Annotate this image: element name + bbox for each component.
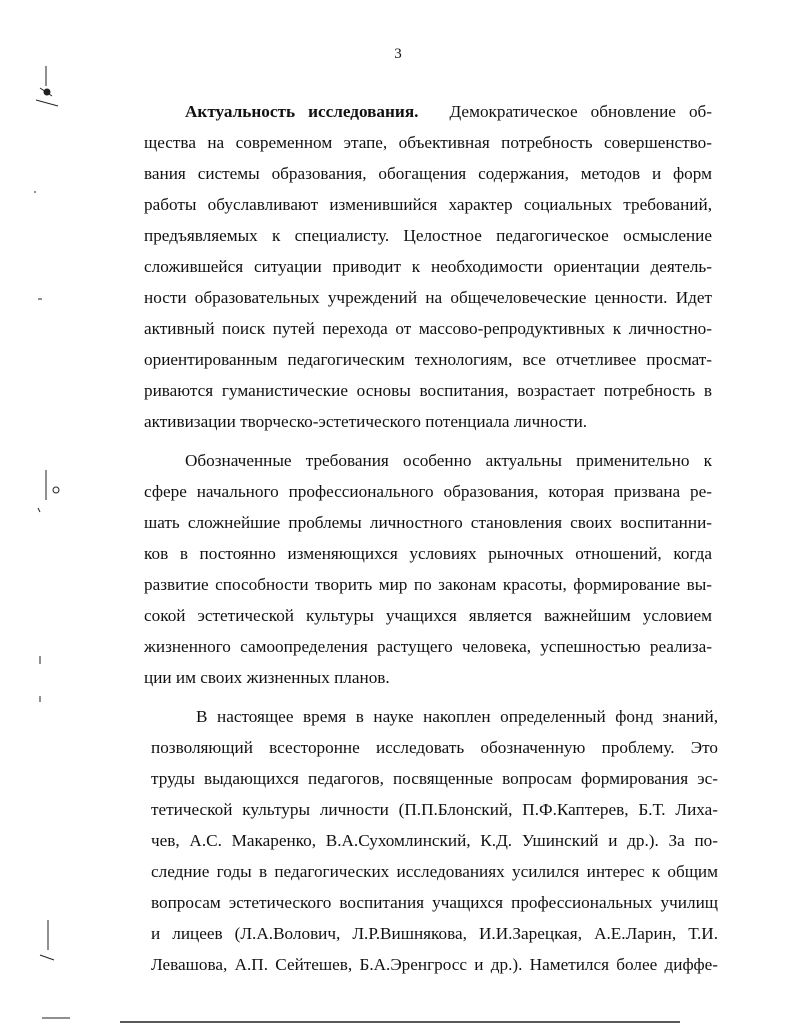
text-line: Обозначенные требования особенно актуальны применительно к	[185, 451, 712, 470]
text-line: ориентированным педагогическим технологиям, все отчетливее просмат-	[144, 350, 712, 369]
text-line: ности образовательных учреждений на общечеловеческие ценности. Идет	[144, 288, 712, 307]
text-line: и лицеев (Л.А.Волович, Л.Р.Вишнякова, И.И.Зарецкая, А.Е.Ларин, Т.И.	[151, 924, 718, 943]
text-line: труды выдающихся педагогов, посвященные вопросам формирования эс-	[151, 769, 718, 788]
text-line: сложившейся ситуации приводит к необходимости ориентации деятель-	[144, 257, 712, 276]
text-line: чев, А.С. Макаренко, В.А.Сухомлинский, К.Д. Ушинский и др.). За по-	[151, 831, 718, 850]
text-line: вания системы образования, обогащения содержания, методов и форм	[144, 164, 712, 183]
text-line: сокой эстетической культуры учащихся является важнейшим условием	[144, 606, 712, 625]
text-line: развитие способности творить мир по законам красоты, формирование вы-	[144, 575, 712, 594]
text-line: работы обуславливают изменившийся характер социальных требований,	[144, 195, 712, 214]
section-heading: Актуальность исследования.	[185, 102, 419, 121]
text-line: предъявляемых к специалисту. Целостное педагогическое осмысление	[144, 226, 712, 245]
text-line: активизации творческо-эстетического потенциала личности.	[144, 412, 588, 431]
text-line: следние годы в педагогических исследованиях усилился интерес к общим	[151, 862, 718, 881]
page-number: 3	[394, 46, 402, 62]
text-line: риваются гуманистические основы воспитания, возрастает потребность в	[144, 381, 712, 400]
scan-mark	[53, 487, 59, 493]
scan-mark	[38, 508, 40, 512]
scan-mark	[40, 955, 54, 960]
text-line: шать сложнейшие проблемы личностного становления своих воспитанни-	[144, 513, 712, 532]
text-line: В настоящее время в науке накоплен определенный фонд знаний,	[196, 707, 718, 726]
text-line: Левашова, А.П. Сейтешев, Б.А.Эренгросс и др.). Наметился более диффе-	[151, 955, 718, 974]
text-line: ции им своих жизненных планов.	[144, 668, 390, 687]
text-line: позволяющий всесторонне исследовать обозначенную проблему. Это	[151, 738, 718, 757]
text-line: тетической культуры личности (П.П.Блонский, П.Ф.Каптерев, Б.Т. Лиха-	[151, 800, 718, 819]
text-line: жизненного самоопределения растущего человека, успешностью реализа-	[144, 637, 712, 656]
text-line: сфере начального профессионального образования, которая призвана ре-	[144, 482, 712, 501]
scan-mark	[36, 100, 58, 106]
text-line: вопросам эстетического воспитания учащихся профессиональных училищ	[151, 893, 718, 912]
text-line: активный поиск путей перехода от массово-репродуктивных к личностно-	[144, 319, 712, 338]
paragraph-1-line-1: Актуальность исследования. Демократическое обновление об-	[185, 102, 713, 121]
text-line: щества на современном этапе, объективная потребность совершенство-	[144, 133, 712, 152]
scan-mark	[44, 89, 50, 95]
text-line: ков в постоянно изменяющихся условиях рыночных отношений, когда	[144, 544, 712, 563]
